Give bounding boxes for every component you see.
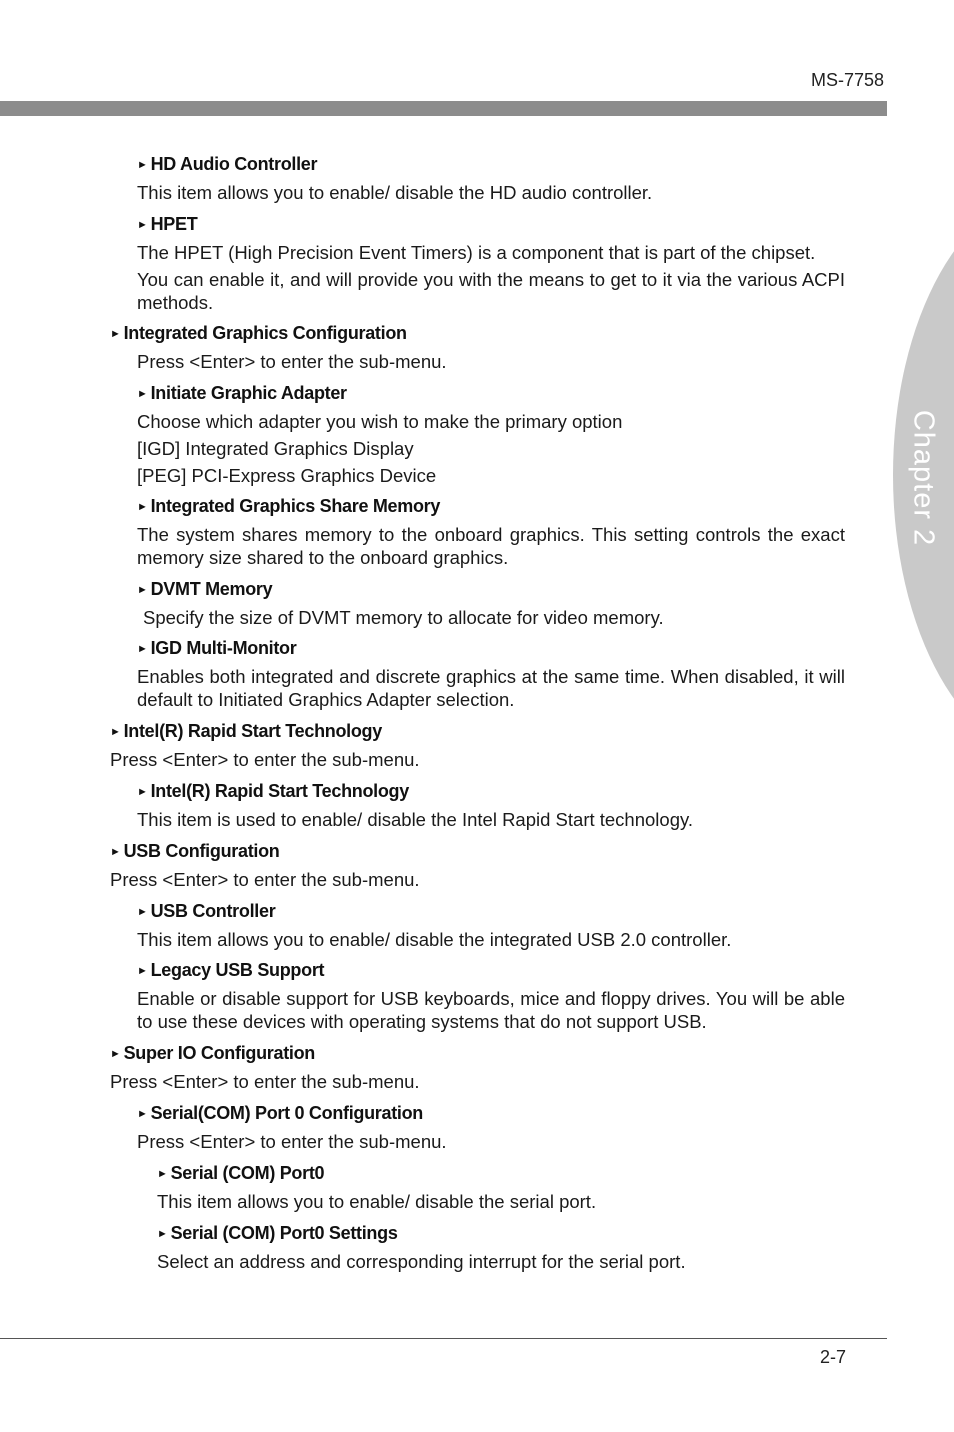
triangle-bullet-icon: ► <box>110 846 121 858</box>
section-text: You can enable it, and will provide you with the means to get to it via the various ACPI methods. <box>137 269 845 313</box>
page-number: 2-7 <box>819 1347 846 1367</box>
section-title: USB Configuration <box>123 841 280 861</box>
section-text: This item is used to enable/ disable the Intel Rapid Start technology. <box>137 809 694 830</box>
section-legacy-usb-support <box>137 959 845 1033</box>
section-text: Press <Enter> to enter the sub-menu. <box>110 1071 420 1092</box>
triangle-bullet-icon: ► <box>110 1048 121 1060</box>
section-serial-port0 <box>157 1162 845 1213</box>
section-usb-configuration <box>110 840 845 891</box>
section-hd-audio-controller <box>137 153 845 204</box>
triangle-bullet-icon: ► <box>137 786 148 798</box>
section-title: IGD Multi-Monitor <box>150 638 297 658</box>
section-text: [IGD] Integrated Graphics Display <box>137 438 414 459</box>
section-serial-port0-configuration <box>137 1102 845 1153</box>
section-text: Press <Enter> to enter the sub-menu. <box>110 749 420 770</box>
section-intel-rapid-start-technology <box>110 720 845 771</box>
section-text: Press <Enter> to enter the sub-menu. <box>137 1131 447 1152</box>
section-title: Initiate Graphic Adapter <box>150 383 347 403</box>
section-text: Specify the size of DVMT memory to allocate for video memory. <box>143 607 664 628</box>
section-usb-controller <box>137 900 845 951</box>
section-integrated-graphics-configuration <box>110 322 845 373</box>
section-title: HPET <box>150 214 198 234</box>
section-intel-rapid-start-technology-item <box>137 780 845 831</box>
section-title: DVMT Memory <box>150 579 273 599</box>
section-text: The system shares memory to the onboard graphics. This setting controls the exact memory size shared to the onboard graphics. <box>137 524 845 568</box>
section-integrated-graphics-share-memory <box>137 495 845 569</box>
triangle-bullet-icon: ► <box>137 906 148 918</box>
section-text: Enables both integrated and discrete graphics at the same time. When disabled, it will default to Initiated Graphics Adapter selection. <box>137 666 845 710</box>
triangle-bullet-icon: ► <box>110 328 121 340</box>
section-title: Serial(COM) Port 0 Configuration <box>150 1103 423 1123</box>
chapter-label: Chapter 2 <box>907 409 940 547</box>
section-text: Choose which adapter you wish to make the primary option <box>137 411 623 432</box>
section-text: This item allows you to enable/ disable the serial port. <box>157 1191 597 1212</box>
section-text: This item allows you to enable/ disable the integrated USB 2.0 controller. <box>137 929 732 950</box>
triangle-bullet-icon: ► <box>157 1228 168 1240</box>
section-title: Intel(R) Rapid Start Technology <box>123 721 382 741</box>
page-header-model: MS-7758 <box>810 70 884 90</box>
section-serial-port0-settings <box>157 1222 845 1273</box>
section-text: The HPET (High Precision Event Timers) is a component that is part of the chipset. <box>137 242 816 263</box>
triangle-bullet-icon: ► <box>137 501 148 513</box>
section-text: Select an address and corresponding interrupt for the serial port. <box>157 1251 686 1272</box>
section-text: Press <Enter> to enter the sub-menu. <box>137 351 447 372</box>
triangle-bullet-icon: ► <box>137 1108 148 1120</box>
section-title: Super IO Configuration <box>123 1043 315 1063</box>
triangle-bullet-icon: ► <box>137 159 148 171</box>
section-title: Integrated Graphics Configuration <box>123 323 407 343</box>
triangle-bullet-icon: ► <box>157 1168 168 1180</box>
triangle-bullet-icon: ► <box>137 584 148 596</box>
triangle-bullet-icon: ► <box>137 965 148 977</box>
footer-rule <box>0 1338 887 1339</box>
triangle-bullet-icon: ► <box>137 219 148 231</box>
section-title: HD Audio Controller <box>150 154 318 174</box>
triangle-bullet-icon: ► <box>110 726 121 738</box>
section-title: Serial (COM) Port0 <box>170 1163 325 1183</box>
section-title: Intel(R) Rapid Start Technology <box>150 781 409 801</box>
section-text: This item allows you to enable/ disable the HD audio controller. <box>137 182 653 203</box>
section-title: USB Controller <box>150 901 276 921</box>
section-igd-multi-monitor <box>137 637 845 711</box>
section-super-io-configuration <box>110 1042 845 1093</box>
section-title: Serial (COM) Port0 Settings <box>170 1223 398 1243</box>
header-bar <box>0 101 887 116</box>
section-text: Enable or disable support for USB keyboards, mice and floppy drives. You will be able to use these devices with operating systems that do not support USB. <box>137 988 845 1032</box>
section-hpet <box>137 213 845 314</box>
section-title: Integrated Graphics Share Memory <box>150 496 441 516</box>
section-text: Press <Enter> to enter the sub-menu. <box>110 869 420 890</box>
section-title: Legacy USB Support <box>150 960 325 980</box>
section-initiate-graphic-adapter <box>137 382 845 487</box>
section-dvmt-memory <box>137 578 845 629</box>
section-text: [PEG] PCI-Express Graphics Device <box>137 465 437 486</box>
triangle-bullet-icon: ► <box>137 643 148 655</box>
triangle-bullet-icon: ► <box>137 388 148 400</box>
